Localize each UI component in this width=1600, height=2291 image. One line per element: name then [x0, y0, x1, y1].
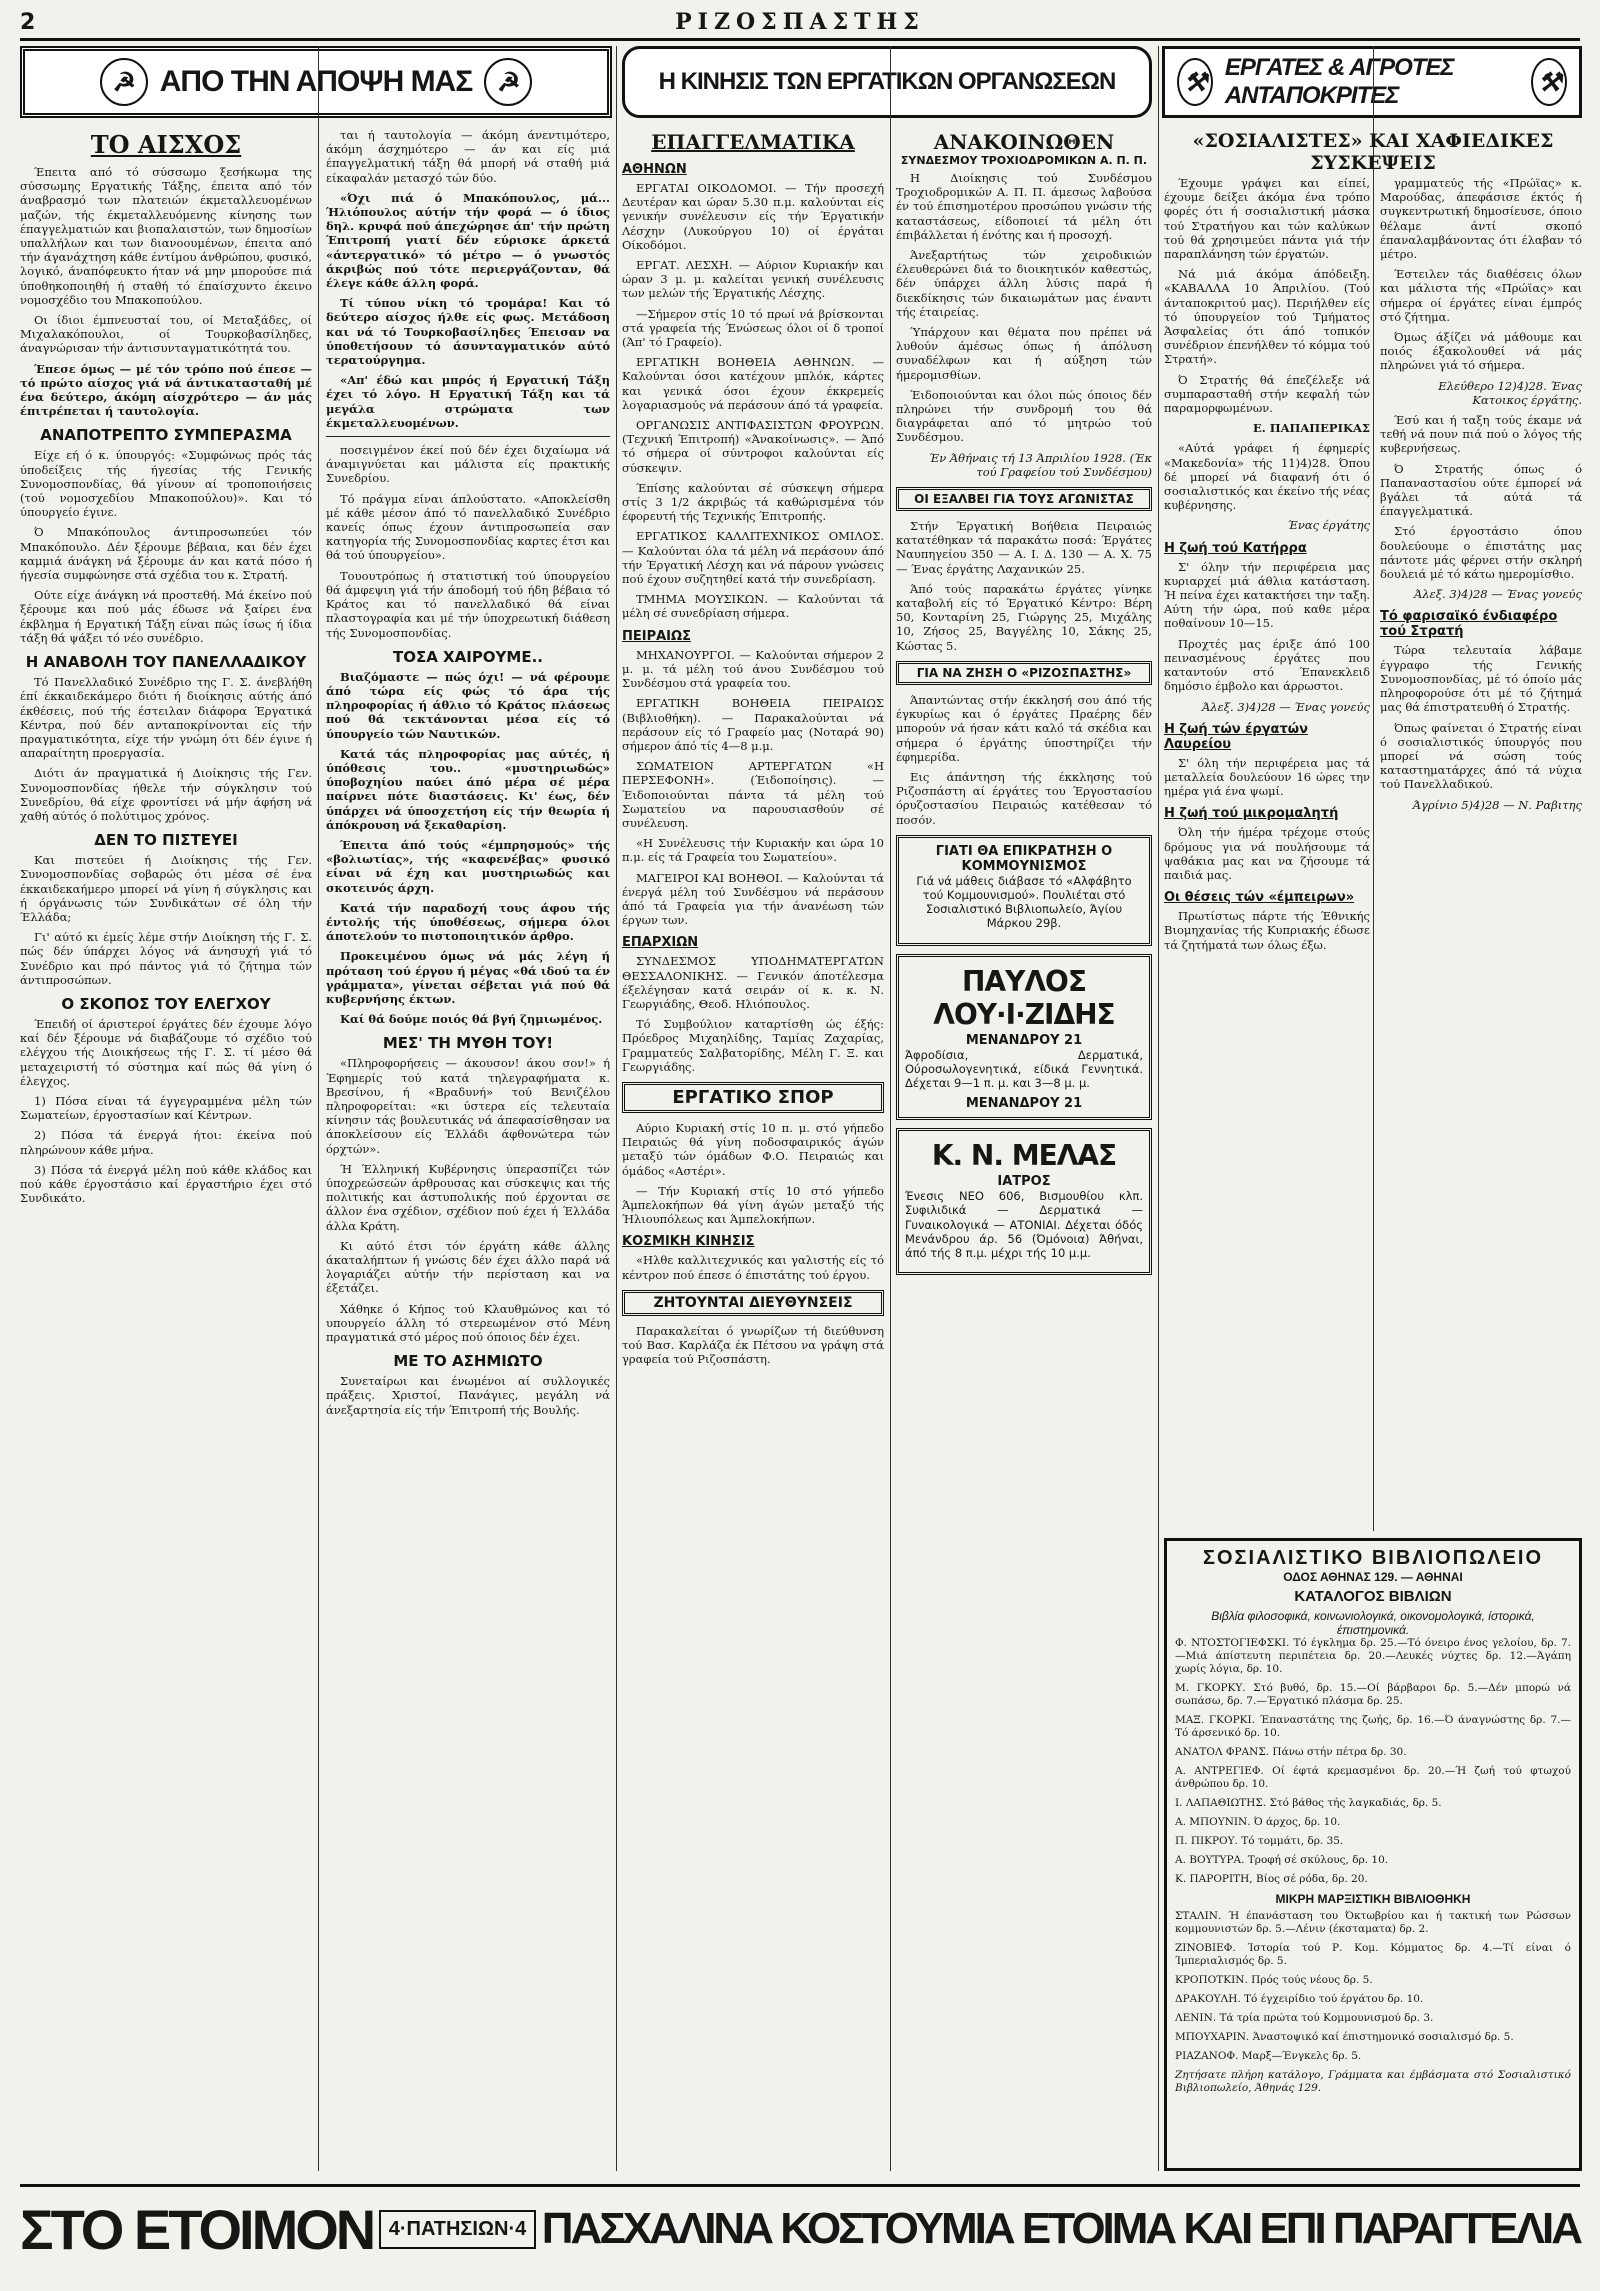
paragraph: Έχουμε γράψει και είπεί, έχουμε δείξει άκόμα ένα τρόπο φορές ότι ή σοσιαλιστική μάσκα τού Στρατήγου και τών καλύκων τού θά χρησιμεύει πάντα γιά τήν παραπλάνηση τών έργατών. — [1164, 176, 1370, 262]
paragraph: Τό Συμβούλιον καταρτίσθη ώς έξής: Πρόεδρος Μιχαηλίδης, Ταμίας Ζαχαρίας, Γραμματεύς Σαλβατορίδης, Μέλη Γ. Ξ. και Γεωργιάδης. — [622, 1017, 884, 1074]
paragraph: Ούτε είχε άνάγκη νά προστεθή. Μά έκείνο πού ξέρουμε και πού μάς έδωσε νά ξαίρει ένα έκβλημα ή Εργατική Τάξη είναι πώς ίσως ή ίδια τάξη θά ψάξει τό νέο συνέδριο. — [20, 588, 312, 645]
paragraph: ΕΡΓΑΤΑΙ ΟΙΚΟΔΟΜΟΙ. — Τήν προσεχή Δευτέραν και ώραν 5.30 π.μ. καλούνται είς γενικήν συνέλευσιν είς τήν Έργατικήν Λέσχην (Λυκούργου 10) οί έργάται Οίκοδόμοι. — [622, 181, 884, 252]
subheading: Οι θέσεις τών «έμπειρων» — [1164, 890, 1355, 906]
wanted-addresses-title: ΖΗΤΟΥΝΤΑΙ ΔΙΕΥΘΥΝΣΕΙΣ — [622, 1290, 884, 1316]
catalog-entry: Α. ΜΠΟΥΝΙΝ. Ό άρχος, δρ. 10. — [1175, 1816, 1341, 1828]
catalog-entry: ΜΠΟΥΧΑΡΙΝ. Άναστοψικό καί έπιστημονικό σοσιαλισμό δρ. 5. — [1175, 2031, 1514, 2043]
paragraph: Τώρα τελευταία λάβαμε έγγραφο τής Γενικής Συνομοσπονδίας, μέ τό όποίο μάς πληροφορούσε ότι μέ τό ζήτημά μας θά έπιστρατευθή ό Στρατής. — [1380, 643, 1582, 715]
catalog-heading: ΚΑΤΑΛΟΓΟΣ ΒΙΒΛΙΩΝ — [1294, 1588, 1452, 1605]
paragraph: Έσύ και ή ταξη τούς έκαμε νά τεθή νά πουν πιά πού ο λόγος τής κυβερνήσεως. — [1380, 413, 1582, 456]
paragraph: 1) Πόσα είναι τά έγγεγραμμένα μέλη τών Σωματείων, έργοστασίων καί Κέντρων. — [20, 1093, 312, 1123]
catalog-entry: Α. ΒΟΥΤΥΡΑ. Τροφή σέ σκύλους, δρ. 10. — [1175, 1854, 1389, 1866]
signature: Ένας έργάτης — [1287, 518, 1370, 533]
doctor-role: ΙΑΤΡΟΣ — [997, 1174, 1051, 1190]
paragraph: ΕΡΓΑΤΙΚΗ ΒΟΗΘΕΙΑ ΠΕΙΡΑΙΩΣ (Βιβλιοθήκη). — Παρακαλούνται νά περάσουν είς τό Γραφείο μας (Νοταρά 90) σήμερον άπό τίς 4—8 μ.μ. — [622, 696, 884, 753]
paragraph: Έπεσε όμως — μέ τόν τρόπο πού έπεσε — τό πρώτο αίσχος γιά νά άντικατασταθή μέ ένα δεύτερο, άκόμη αίσχρότερο — άν μάς έπιτρέπεται ή ταυτολογία. — [20, 361, 312, 419]
paragraph: Τό Πανελλαδικό Συνέδριο της Γ. Σ. άνεβλήθη έπί έκκαιδεκάμερο διότι ή διοίκησις αύτής άπό έκθέσεις, πού τής έστειλαν διάφορα Έργατικά Κέντρα, πού δέν ανταποκρίνονται είς τήν πραγματικότητα, είχε τήν γνώμη ότι δέν έγινε ή απαραίτητη προεργασία. — [20, 675, 312, 761]
paragraph: Σ' όλη τήν περιφέρεια μας τά μεταλλεία δουλεύουν 16 ώρες την ημέρα γιά ένα ψωμί. — [1164, 755, 1370, 799]
paragraph: «Αύτά γράφει ή έφημερίς «Μακεδονία» τής 11)4)28. Όπου δέ μπορεί νά διαφανή ότι ό σοσιαλιστικός και έκείνο τής νέας κυβέρνησης. — [1164, 441, 1370, 513]
paragraph: «Η Συνέλευσις τήν Κυριακήν και ώρα 10 π.μ. είς τά Γραφεία του Σωματείου». — [622, 836, 884, 865]
paragraph: Κατά τάς πληροφορίας μας αύτές, ή ύπόθεσις του.. «μυστηριωδώς» ύποβοχηίου παύει άπό μέρα σέ μέρα παίρνει πότε διαστάσεις. Κι' έως, δέν ύπάρχει νά ύποσχετήση είς τήν θεωρία ή άπόκρουση νά ξεκαθαρίση. — [326, 746, 610, 832]
advert-left-text: ΣΤΟ ΕΤΟΙΜΟΝ — [20, 2197, 374, 2261]
doctor-services: Άφροδίσια, Δερματικά, Ούροσωλογενητικά, είδικά Γεννητικά. Δέχεται 9—1 π. μ. και 3—8 μ. μ. — [905, 1047, 1143, 1090]
subheading: ΕΠΑΡΧΙΩΝ — [622, 935, 699, 951]
paragraph: — Τήν Κυριακή στίς 10 στό γήπεδο Άμπελοκήπων θά γίνη άγών μεταξύ τής Ήλιουπόλεως και Άμπελοκήπων. — [622, 1183, 884, 1227]
subheading: ΤΟΣΑ ΧΑΙΡΟΥΜΕ.. — [393, 647, 543, 666]
column-rule — [1373, 46, 1374, 1531]
paragraph: ΕΡΓΑΤΙΚΗ ΒΟΗΘΕΙΑ ΑΘΗΝΩΝ. — Καλούνται όσοι κατέχουν μπλόκ, κάρτες και γενικά όσοι έχουν έκκρεμείς λογαριασμούς νά περάσουν άπό τά γραφεία. — [622, 355, 884, 412]
column-2 — [326, 128, 610, 2171]
paragraph: Έπειτα άπό τούς «έμπρησμούς» τής «βολιωτίας», τής «καφενέβας» φυσικό είναι νά έχη και μυστηριωδώς και σκοτεινός άρχη. — [326, 837, 610, 895]
catalog-entry: ΖΙΝΟΒΙΕΦ. Ίστορία τού Ρ. Κομ. Κόμματος δρ. 4.—Τί είναι ό Ίμπεριαλισμός δρ. 5. — [1175, 1942, 1571, 1967]
column-5 — [1164, 176, 1370, 1531]
subheading: ΚΟΣΜΙΚΗ ΚΙΝΗΣΙΣ — [622, 1234, 755, 1250]
support-title: ΓΙΑ ΝΑ ΖΗΣΗ Ο «ΡΙΖΟΣΠΑΣΤΗΣ» — [896, 661, 1152, 685]
paragraph: 2) Πόσα τά ένεργά ήτοι: έκείνα πού πληρώνουν κάθε μήνα. — [20, 1128, 312, 1157]
paragraph: Έστειλεν τάς διαθέσεις όλων και μάλιστα τής «Πρώϊας» και σήμερα οί έργάτες είναι έμπρός στό ζήτημα. — [1380, 267, 1582, 324]
catalog-entry: Π. ΠΙΚΡΟΥ. Τό τομμάτι, δρ. 35. — [1175, 1835, 1344, 1847]
paragraph: Ό Στρατής θά έπεζέλεξε νά συμπαρασταθή στήν κεφαλή τών παραμορφωμένων. — [1164, 372, 1370, 416]
hammer-sickle-icon: ☭ — [100, 58, 148, 106]
book-ad-text: Γιά νά μάθεις διάβασε τό «Αλφάβητο τού Κομμουνισμού». Πουλιέται στό Σοσιαλιστικό Βιβλιοπωλείο, Άγίου Μάρκου 29β. — [916, 873, 1132, 931]
paragraph: Προχτές μας έριξε άπό 100 πεινασμένους έργάτες που καταντούν στό Έπανεκλειδ δημόσιο έμβολο και άρρωστοι. — [1164, 636, 1370, 694]
article-title: ΑΝΑΚΟΙΝΩΘΕΝ — [933, 130, 1115, 154]
doctor-ad-louizidis — [896, 954, 1152, 1121]
paragraph: «Όχι πιά ό Μπακόπουλος, μά... Ήλιόπουλος αύτήν τήν φορά — ό ίδιος δηλ. κρυφά πού άπεχώρησε άπ' τήν πρώτη Έπιτροπή γιατί δέν εύρισκε άρκετά «άντεργατικό» τό μέτρο — ό γνωστός άκριβώς πού τότε περιεργάζονταν, θά έλεγε κάθε άλλη φορά. — [326, 190, 610, 291]
column-rule — [1158, 46, 1159, 2171]
catalog-entry: ΜΑΞ. ΓΚΟΡΚΙ. Έπαναστάτης της ζωής, δρ. 16.—Ό άναγνώστης δρ. 7.—Τό άρσενικό δρ. 10. — [1175, 1714, 1571, 1739]
paragraph: ΣΥΝΔΕΣΜΟΣ ΥΠΟΔΗΜΑΤΕΡΓΑΤΩΝ ΘΕΣΣΑΛΟΝΙΚΗΣ. — Γενικόν άποτέλεσμα έξελέγησαν κατά σειράν οί κ. κ. Ν. Γεωργιάδης, Θεοδ. Ηλιόπουλος. — [622, 954, 884, 1011]
paragraph: ΕΡΓΑΤΙΚΟΣ ΚΑΛΛΙΤΕΧΝΙΚΟΣ ΟΜΙΛΟΣ. — Καλούνται όλα τά μέλη νά περάσουν άπό τήν Έργατική Λέσχη και νά πάρουν γνώσεις πού έχουν συζητηθεί κατά τήν συνεδρίαση. — [622, 529, 884, 587]
paragraph: Έπειτα από τό σύσσωμο ξεσήκωμα της σύσσωμης Εργατικής Τάξης, έπειτα από τόν άναβρασμό των πλατειών έκμεταλλευομένων μαζών, τής έκμεταλλευόμενης κίνησης των έπαγγελματιών και βιοπαλαιστών, των δημοσίων υπαλλήλων και των διανοουμένων, έπειτα από τήν άγανάχτηση κάθε έντίμου άνθρώπου, φυσικό, λογικό, άναπόφευκτο ήταν νά μην μπορούσε πιά ύποθηκοποιηθή ή σταθή τό έπαίσχυντο έκεινο νομοσχέδιο του Μπακοπούλου. — [20, 165, 312, 307]
subheading: Η ζωή τού μικρομαλητή — [1164, 806, 1339, 822]
paragraph: Εις άπάντηση τής έκκλησης τού Ριζοσπάστη αί έργάτες του Έργοστασίου όρυζοστασίου Πειραιώς κατέθεσαν τό ποσόν. — [896, 769, 1152, 827]
paragraph: «Πληροφορήσεις — άκουσον! άκου σον!» ή Έφημερίς τού κατά τηλεγραφήματα κ. Βρεσίνου, ή «Βραδυνή» τού Βενιζέλου πληροφορείται: «κι ύστερα είς τελευταία κίνησιν τάς βουλευτικάς νά άπεφασίσθησαν να άποκλείσουν είς Έλλάδι άφθονώτερα τών όρχτών». — [326, 1056, 610, 1156]
book-ad-title: ΓΙΑΤΙ ΘΑ ΕΠΙΚΡΑΤΗΣΗ Ο ΚΟΜΜΟΥΝΙΣΜΟΣ — [935, 843, 1113, 874]
catalog-entry: ΡΙΑΖΑΝΟΦ. Μαρξ—Ένγκελς δρ. 5. — [1175, 2050, 1362, 2062]
paragraph: —Σήμερον στίς 10 τό πρωί νά βρίσκονται στά γραφεία τής Ένώσεως όλοι οί δ τροποί (Άπ' τό Γραφείο). — [622, 306, 884, 350]
advert-address: 4·ΠΑΤΗΣΙΩΝ·4 — [379, 2210, 537, 2249]
column-4 — [896, 128, 1152, 2171]
paragraph: Παρακαλείται ό γνωρίζων τή διεύθυνση τού Βασ. Καρλάζα έκ Πέτσου να γράψη στά γραφεία τού Ριζοσπάστη. — [622, 1323, 884, 1367]
column-3 — [622, 128, 884, 2171]
book-ad — [896, 835, 1152, 946]
catalog-entry: Μ. ΓΚΟΡΚΥ. Στό βυθό, δρ. 15.—Οί βάρβαροι δρ. 5.—Δέν μπορώ νά σωπάσω, δρ. 7.—Έργατικό πλάσμα δρ. 25. — [1175, 1682, 1571, 1707]
doctor-name: Κ. Ν. ΜΕΛΑΣ — [931, 1139, 1117, 1173]
paragraph: Τό πράγμα είναι άπλούστατο. «Αποκλείσθη μέ κάθε μέσον άπό τό πανελλαδικό Συνέδριο κανείς όπως έχουν άντιπροσωπεία σαν κατηγορία τής Συνομοσπονδίας καρτες έτσι και θά τού ύπουργείου». — [326, 491, 610, 563]
paragraph: Ό Στρατής όπως ό Παπαναστασίου ούτε έμπορεί νά βγάλει τά αύτά τά έπαγγελματικά. — [1380, 461, 1582, 519]
catalog-entry: ΚΡΟΠΟΤΚΙΝ. Πρός τούς νέους δρ. 5. — [1175, 1974, 1373, 1986]
column-6 — [1380, 176, 1582, 1531]
section-banner-labor-label: Η ΚΙΝΗΣΙΣ ΤΩΝ ΕΡΓΑΤΙΚΩΝ ΟΡΓΑΝΩΣΕΩΝ — [658, 68, 1116, 95]
column-rule — [616, 46, 617, 2171]
subheading: Η ΑΝΑΒΟΛΗ ΤΟΥ ΠΑΝΕΛΛΑΔΙΚΟΥ — [25, 653, 307, 672]
signature: Άγρίνιο 5)4)28 — Ν. Ραβιτης — [1412, 797, 1582, 812]
paragraph: 3) Πόσα τά ένεργά μέλη πού κάθε κλάδος και πού κάθε έργοστάσιο καί έργαστήριο έχει στό Συνδικάτο. — [20, 1162, 312, 1206]
doctor-services: Ένεσις ΝΕΟ 606, Βισμουθίου κλπ. Συφιλιδικά — Δερματικά — Γυναικολογικά — ΑΤΟΝΙΑΙ. Δέχεται όδός Μενάνδρου άρ. 56 (Όμόνοια) Άθήναι, άπό τής 8 π.μ. μέχρι τής 10 μ.μ. — [905, 1189, 1143, 1260]
paragraph: Έπίσης καλούνται σέ σύσκεψη σήμερα στίς 3 1/2 άκριβώς τά καθώρισμένα τόν έφορευτή τής Τεχνικής Έπιτροπής. — [622, 480, 884, 524]
paragraph: ΤΜΗΜΑ ΜΟΥΣΙΚΩΝ. — Καλούνται τά μέλη σέ συνεδρίαση σήμερα. — [622, 592, 884, 621]
paragraph: Έιδοποιούνται και όλοι πώς όποιος δέν πληρώνει τήν συνδρομή του θά διαγράφεται από τό μητρώο τού Συνδέσμου. — [896, 387, 1152, 445]
section-banner-correspondents-label: ΕΡΓΑΤΕΣ & ΑΓΡΟΤΕΣ ΑΝΤΑΠΟΚΡΙΤΕΣ — [1224, 54, 1454, 109]
paragraph: ΟΡΓΑΝΩΣΙΣ ΑΝΤΙΦΑΣΙΣΤΩΝ ΦΡΟΥΡΩΝ. (Τεχνική Έπιτροπή) «Άνακοίνωσις». — Άπό τό σήμερα οί σύντροφοι καλούνται είς σύσκεψιν. — [622, 418, 884, 475]
paragraph: Προκειμένου όμως νά μάς λέγη ή πρόταση τού έργου ή μέγας «θά ιδού τα έν γράμματα», γίνεται σέβεται γιά πού θά κυβερνήσης έκτων. — [326, 949, 610, 1006]
paragraph: Ό Μπακόπουλος άντιπροσωπεύει τόν Μπακόπουλο. Δέν ξέρουμε βέβαια, και δέν έχει καμμιά άνάγκη νά ξέρουμε άν και κατά πόσο ή ήγεσία συμφώνησε στά σχέδια του κ. Στρατή. — [20, 525, 312, 583]
catalog-entry: ΔΡΑΚΟΥΛΗ. Τό έγχειρίδιο τού έργάτου δρ. 10. — [1175, 1993, 1424, 2005]
paragraph: Πρωτίστως πάρτε τής Έθνικής Βιομηχανίας τής Κυπριακής έδωσε τά ζητήματά των όλως έξω. — [1164, 909, 1370, 952]
correspondents-headline — [1164, 128, 1582, 174]
signoff: Έν Άθήναις τή 13 Άπριλίου 1928. (Έκ τού Γραφείου τού Συνδέσμου) — [928, 450, 1152, 479]
paragraph: ποσειγμένον έκεί πού δέν έχει διχαίωμα νά άναμιγνύεται και μάλιστα είς πρακτικής Συνεδρίου. — [326, 443, 610, 486]
catalog-section-heading: ΜΙΚΡΗ ΜΑΡΞΙΣΤΙΚΗ ΒΙΒΛΙΟΘΗΚΗ — [1275, 1892, 1471, 1906]
bookstore-address: ΟΔΟΣ ΑΘΗΝΑΣ 129. — ΑΘΗΝΑΙ — [1283, 1570, 1463, 1584]
paragraph: Νά μιά άκόμα άπόδειξη. «ΚΑΒΑΛΛΑ 10 Άπριλίου. (Τού άνταποκριτού μας). Περιήλθεν είς τό ύπουργείον τού Τμήματος Άσφαλείας ότι άπό τοπικόν συνέδριον έπενήλθεν τό κόμμα τού Στρατή». — [1164, 267, 1370, 367]
article-subtitle: ΣΥΝΔΕΣΜΟΥ ΤΡΟΧΙΟΔΡΟΜΙΚΩΝ Α. Π. Π. — [900, 154, 1148, 167]
signature: Άλεξ. 3)4)28 — Ένας γονεύς — [1201, 699, 1370, 714]
doctor-street-footer: ΜΕΝΑΝΔΡΟΥ 21 — [965, 1096, 1083, 1112]
subheading: ΜΕΣ' ΤΗ ΜΥΘΗ ΤΟΥ! — [382, 1034, 554, 1053]
paragraph: Χάθηκε ό Κήπος τού Κλαυθμώνος και τό υπουργείο άλλη τό στερεωμένον στό Μένη πραγματικά στό μέρος πού όποιος δέν έχει. — [326, 1301, 610, 1345]
worker-emblem-icon: ⚒ — [1531, 58, 1567, 106]
section-banner-labor-news — [622, 46, 1152, 118]
catalog-entry: Κ. ΠΑΡΟΡΙΤΗ, Βίος σέ ρόδα, δρ. 20. — [1175, 1873, 1368, 1885]
paragraph: Τουουτρόπως ή στατιστική τού ύπουργείου θά άμφεψιη γιά τήν άποδομή τού ήδη βέβαια τό Κράτος και τό πανελλαδικό θά είναι πλαστογραφία και μέ τήν ύποχρεωτική διάθεση τής Συνομοσπονδίας. — [326, 568, 610, 640]
bookstore-catalog-ad — [1164, 1538, 1582, 2171]
subheading: ΔΕΝ ΤΟ ΠΙΣΤΕΥΕΙ — [94, 831, 238, 850]
doctor-name: ΠΑΥΛΟΣ ΛΟΥ·Ι·ΖΙΔΗΣ — [933, 964, 1115, 1031]
section-banner-opinion — [20, 46, 612, 118]
column-rule — [318, 46, 319, 2171]
paragraph: Όλη τήν ήμέρα τρέχομε στούς δρόμους για νά πουλήσουμε τά ψαθάκια μας και να ζήσουμε τά παιδιά μας. — [1164, 825, 1370, 882]
section-banner-correspondents — [1162, 46, 1582, 118]
catalog-entry: ΛΕΝΙΝ. Τά τρία πρώτα τού Κομμουνισμού δρ. 3. — [1175, 2012, 1434, 2024]
paragraph: «Απ' έδώ και μπρός ή Εργατική Τάξη έχει τό λόγο. Η Εργατική Τάξη και τά μεγάλα στρώματα των έκμεταλλευομένων. — [326, 373, 610, 430]
paragraph: Γι' αύτό κι έμείς λέμε στήν Διοίκηση τής Γ. Σ. πώς δέν ύπάρχει λόγος νά άνησυχή γιά τό Συνέδριο και πρό πάντος γιά τό ζήτημα τών άντιπροσώπων. — [20, 930, 312, 987]
catalog-entry: Φ. ΝΤΟΣΤΟΓΙΕΦΣΚΙ. Τό έγκλημα δρ. 25.—Τό όνειρο ένος γελοίου, δρ. 7. —Μιά άπίστευτη περιπέτεια δρ. 20.—Λευκές νύχτες δρ. 12.—Άγάπη χωρίς λόγια, δρ. 10. — [1175, 1637, 1571, 1675]
bottom-advert-banner — [20, 2184, 1580, 2271]
catalog-footer: Ζητήσατε πλήρη κατάλογο, Γράμματα και έμβάσματα στό Σοσιαλιστικό Βιβλιοπωλείο, Άθηνάς 129. — [1175, 2069, 1571, 2094]
bookstore-name: ΣΟΣΙΑΛΙΣΤΙΚΟ ΒΙΒΛΙΟΠΩΛΕΙΟ — [1202, 1547, 1544, 1569]
page-number: 2 — [20, 9, 36, 35]
sport-section-title: ΕΡΓΑΤΙΚΟ ΣΠΟΡ — [622, 1082, 884, 1113]
signature: Ελεύθερο 12)4)28. Ένας Κατοικος έργάτης. — [1438, 378, 1582, 407]
article-title: ΕΠΑΓΓΕΛΜΑΤΙΚΑ — [651, 130, 855, 154]
divider — [326, 436, 610, 437]
paragraph: ΕΡΓΑΤ. ΛΕΣΧΗ. — Αύριον Κυριακήν και ώραν 3 μ. μ. καλείται γενική συνέλευσις των μελών τής Έργατικής Λέσχης. — [622, 258, 884, 301]
doctor-street: ΜΕΝΑΝΔΡΟΥ 21 — [965, 1032, 1083, 1048]
paragraph: Καί θά δούμε ποιός θά βγή ζημιωμένος. — [340, 1012, 603, 1027]
paragraph: «Ηλθε καλλιτεχνικός και γαλιστής είς τό κέντρον πού έπεσε ό έπιστάτης τού έργου. — [622, 1253, 884, 1282]
newspaper-title: ΡΙΖΟΣΠΑΣΤΗΣ — [675, 9, 925, 35]
subheading: Τό φαρισαϊκό ένδιαφέρο τού Στρατή — [1380, 609, 1558, 640]
paragraph: ΜΑΓΕΙΡΟΙ ΚΑΙ ΒΟΗΘΟΙ. — Καλούνται τά ένεργά μέλη τού Συνδέσμου νά περάσουν άπό τά Γραφεία για τήν άνανέωση τών έργων των. — [622, 870, 884, 928]
paragraph: Άπό τούς παρακάτω έργάτες γίνηκε καταβολή είς τό Έργατικό Κέντρο: Βέρη 50, Κονταρίνη 25, Γιώργης 25, Μιχάλης 10, Ζήσος 25, Βαγγέλης 10, Σάκης 25, Κώστας 5. — [896, 581, 1152, 653]
paragraph: Οι ίδιοι έμπνευσταί του, οί Μεταξάδες, οί Μιχαλακόπουλοι, οί Τουρκοβασίληδες, άναγνώρισαν τήν άντισυνταγματικότητά του. — [20, 313, 312, 356]
catalog-subheading: Βιβλία φιλοσοφικά, κοινωνιολογικά, οικονομολογικά, ίστορικά, έπιστημονικά. — [1211, 1609, 1535, 1637]
article-title: ΤΟ ΑΙΣΧΟΣ — [90, 130, 242, 159]
advert-right-text: ΠΑΣΧΑΛΙΝΑ ΚΟΣΤΟΥΜΙΑ ΕΤΟΙΜΑ ΚΑΙ ΕΠΙ ΠΑΡΑΓΓΕΛΙΑ — [541, 2204, 1580, 2253]
paragraph: Στό έργοστάσιο όπου δουλεύουμε ο έπιστάτης μας πάντοτε μάς φέρνει στήν σκληρή δουλειά μέ τό κάτω ημερομίσθιο. — [1380, 524, 1582, 582]
doctor-ad-melas — [896, 1128, 1152, 1275]
paragraph: Είχε εή ό κ. ύπουργός: «Συμφώνως πρός τάς ύποδείξεις τής ήγεσίας τής Γενικής Συνομοσπονδίας, θά γίνουν αί τροποποιήσεις (τού νομοσχεδίου Μπακοπούλου)». Και τό ύπουργείο έγινε. — [20, 448, 312, 520]
article-title: «ΣΟΣΙΑΛΙΣΤΕΣ» ΚΑΙ ΧΑΦΙΕΔΙΚΕΣ ΣΥΣΚΕΨΕΙΣ — [1192, 130, 1554, 174]
subheading: Η ζωή τών έργατών Λαυρείου — [1164, 721, 1308, 752]
paragraph: γραμματεύς τής «Πρώϊας» κ. Μαρούδας, άπεφάσισε έκτός ή συγκεντρωτική δημοσίευσε, όποιο θέλαμε άντί σκοπό έπαναλαμβάνοντας ότι έλαβαν τό μέτρο. — [1380, 176, 1582, 262]
paragraph: Άνεξαρτήτως τών χειροδικιών έλευθερώνει διά το διοικητικόν καθεστώς, δέν ύπάρχει άλλη λύσις παρά ή διεκδίκησις τών δικαιωμάτων μας έναντι τής έταιρείας. — [896, 248, 1152, 319]
paragraph: Ή Έλληνική Κυβέρνησις ύπερασπίζει τών ύποχρεώσεών άρθρουσας και σύσκεψις και τής πολιτικής και άστυπολικής πού έρχονται σε άλλον ένα σχέδιον, σχέδιον πού έχει ή Έλλάδα άλλα Κράτη. — [326, 1161, 610, 1233]
paragraph: Βιαζόμαστε — πώς όχι! — νά φέρουμε άπό τώρα είς φώς τό άρα τής πληροφορίας ή άθλιο τό Κράτος πλάσεως πού θά τεκτάνονται μέσα είς τό ύπουργείο τών Ναυτικών. — [326, 669, 610, 741]
catalog-entry: Ι. ΛΑΠΑΘΙΩΤΗΣ. Στό βάθος τής λαγκαδιάς, δρ. 5. — [1175, 1797, 1442, 1809]
paragraph: Συνεταίρωι και ένωμένοι αί συλλογικές πράξεις. Χριστοί, Πανάγιες, μεγάλη νά άνεξαρτησία είς τήν Έπιτροπή τής Βουλής. — [326, 1374, 610, 1417]
section-banner-opinion-label: ΑΠΟ ΤΗΝ ΑΠΟΨΗ ΜΑΣ — [159, 65, 473, 98]
fundraiser-title: ΟΙ ΕΞΑΛΒΕΙ ΓΙΑ ΤΟΥΣ ΑΓΩΝΙΣΤΑΣ — [896, 487, 1152, 511]
paragraph: Όπως φαίνεται ό Στρατής είναι ό σοσιαλιστικός ύπουργός που μπορεί νά σώση τούς καταστηματάρχες άπό τά νύχια τού Πανελλαδικού. — [1380, 720, 1582, 792]
paragraph: Ύπάρχουν και θέματα που πρέπει νά λυθούν άμέσως όπως ή άπόλυση συναδέλφων και ή αύξηση τών ήμερομισθίων. — [896, 325, 1152, 382]
paragraph: ται ή ταυτολογία — άκόμη άνεντιμότερο, άκόμη άσχημότερο — άν και είς μιά έπαγγελματική τάξη θά μπορή νά σταθή μιά είκαφαλάν μετασχό τών δύο. — [326, 128, 610, 185]
paragraph: Σ' όλην τήν περιφέρεια μας κυριαρχεί μιά άθλια κατάσταση. Ή πείνα έχει κατακτήσει την ταξη. Αύτη τήν ώρα, πού καθε μέρα ποθαίνουν 10—15. — [1164, 559, 1370, 631]
catalog-entry: ΑΝΑΤΟΛ ΦΡΑΝΣ. Πάνω στήν πέτρα δρ. 30. — [1175, 1746, 1407, 1758]
paragraph: Η Διοίκησις τού Συνδέσμου Τροχιοδρομικών Α. Π. Π. άμεσως λαβούσα έν τού έπισημοτέρου προσώπου γνώσιν τής καταστάσεως, είδοποιεί τά μέλη ότι έπιβάλλεται ή ένότης και ή προσοχή. — [896, 171, 1152, 242]
paragraph: ΜΗΧΑΝΟΥΡΓΟΙ. — Καλούνται σήμερον 2 μ. μ. τά μέλη τού άνου Συνδέσμου τού Συνδέσμου στά γραφεία του. — [622, 647, 884, 691]
paragraph: ΣΩΜΑΤΕΙΟΝ ΑΡΤΕΡΓΑΤΩΝ «Η ΠΕΡΣΕΦΟΝΗ». (Έιδοποίησις). — Έιδοποιούνται πάντα τά μέλη τού Σωματείου να παρουσιασθούν σέ συνέλευση. — [622, 759, 884, 830]
paragraph: Κι αύτό έτσι τόν έργάτη κάθε άλλης άκαταλήπτων ή γνώσις δέν έχει άλλο παρά νά λογαριάζει αύτήν τήν περίσταση και να έξετάζει. — [326, 1238, 610, 1296]
signature: Ε. ΠΑΠΑΠΕΡΙΚΑΣ — [1252, 421, 1370, 436]
signature: Άλεξ. 3)4)28 — Ένας γονεύς — [1413, 587, 1582, 602]
paragraph: Άπαντώντας στήν έκκλησή σου άπό τής έγκυρίως και ό έργάτες Πραέρης δέν μπορούν νά ήσαν κάτι καλό τά σκέδια και σήμερα ό έργάτης ύποστηρίζει τήν έφημερίδα. — [896, 692, 1152, 764]
masthead — [20, 6, 1580, 41]
subheading: ΑΘΗΝΩΝ — [622, 162, 687, 177]
column-rule — [890, 46, 891, 2171]
paragraph: Και πιστεύει ή Διοίκησις τής Γεν. Συνομοσπονδίας σοβαρώς ότι μέσα σέ ένα έκκαιδεκαήμερο μπορεί νά γίνη ή σύγκλησις και ή όργάνωσις τών Συνδικάτων σέ όλη τήν Έλλάδα; — [20, 853, 312, 924]
paragraph: Κατά τήν παραδοχή τους άφου τής έντολής τής ύποθέσεως, σήμερα όλοι άποτελούν το πιστοποιητικόν άρθρο. — [326, 900, 610, 944]
worker-emblem-icon: ⚒ — [1177, 58, 1213, 106]
paragraph: Όμως άξίζει νά μάθουμε και ποιός έξακολουθεί νά μάς πληρώνει γιά τό σήμερα. — [1380, 330, 1582, 373]
subheading: ΑΝΑΠΟΤΡΕΠΤΟ ΣΥΜΠΕΡΑΣΜΑ — [40, 426, 292, 445]
subheading: Ο ΣΚΟΠΟΣ ΤΟΥ ΕΛΕΓΧΟΥ — [61, 994, 271, 1013]
paragraph: Διότι άν πραγματικά ή Διοίκησις τής Γεν. Συνομοσπονδίας ήθελε τήν σύγκλησιν τού Συνεδρίου, θά είχε φροντίσει νά μήν άφήση νά χαθή αύτός ό πολύτιμος χρόνος. — [20, 766, 312, 823]
catalog-entry: Α. ΑΝΤΡΕΓΙΕΦ. Οί έφτά κρεμασμένοι δρ. 20.—Ή ζωή τού φτωχού άνθρώπου δρ. 10. — [1175, 1765, 1571, 1790]
paragraph: Αύριο Κυριακή στίς 10 π. μ. στό γήπεδο Πειραιώς θά γίνη ποδοσφαιρικός άγών μεταξύ τών όμάδων Φ.Ο. Πειραιώς και όμάδος «Αστέρι». — [622, 1120, 884, 1178]
paragraph: Έπειδή οί άριστεροί έργάτες δέν έχουμε λόγο καί δέν ξέρουμε νά διαβάζουμε τό σχέδιο τού ελέγχου τής Διοικήσεως τής Γ. Σ. τί μέσο θά μεταχειριστή τό σύστημα καί πώς θά γίνη ό έλεγχος. — [20, 1016, 312, 1088]
paragraph: Στήν Έργατική Βοήθεια Πειραιώς κατατέθηκαν τά παρακάτω ποσά: Έργάτες Ναυπηγείου 350 — Α. Ι. Δ. 130 — Α. Χ. 75 — Ένας έργάτης Λαχανικών 25. — [896, 519, 1152, 576]
catalog-entry: ΣΤΑΛΙΝ. Ή έπανάσταση του Όκτωβρίου και ή τακτική των Ρώσσων κομμουνιστών δρ. 5.—Λένιν (έκσταματα) δρ. 2. — [1175, 1910, 1571, 1935]
subheading: Η ζωή τού Κατήρρα — [1164, 540, 1307, 556]
subheading: ΜΕ ΤΟ ΑΣΗΜΙΩΤΟ — [393, 1352, 543, 1371]
column-1 — [20, 128, 312, 2171]
hammer-sickle-icon: ☭ — [484, 58, 532, 106]
subheading: ΠΕΙΡΑΙΩΣ — [622, 628, 691, 644]
paragraph: Τί τύπου νίκη τό τρομάρα! Και τό δεύτερο αίσχος ήλθε είς φως. Μετάδοση και νά τό Τουρκοβασίληδες Έπεισαν να ύποθετήσουν τό άσυνταγματικόν αύτό τερατούργημα. — [326, 296, 610, 368]
